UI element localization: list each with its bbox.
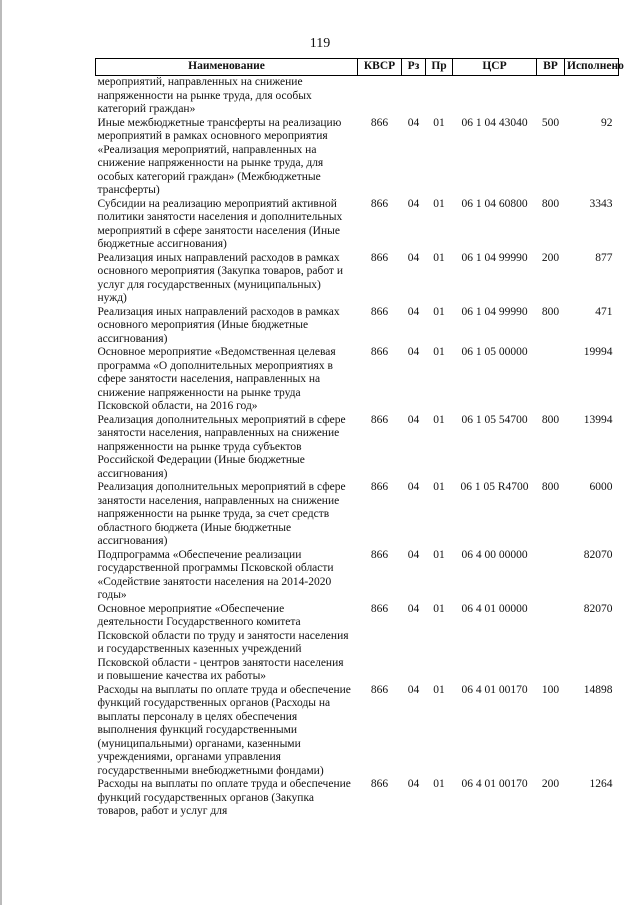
cell-name: Расходы на выплаты по оплате труда и обеспечение функций государственных органов (Расходы на выплаты персоналу в целях обеспечения выполнения функций государственными (муниципальными) органами, казенными учреждениями, органами управления государственными внебюджетными фондами) [97,683,351,777]
cell-kvsr: 866 [370,197,389,210]
header-executed: Исполнено [565,59,619,76]
cell-kvsr [358,76,402,117]
cell-rz: 04 [407,305,420,318]
cell-kvsr: 866 [370,116,389,129]
cell-executed: 19994 [583,346,613,358]
cell-csr: 06 1 04 43040 [461,116,528,129]
cell-pr [426,76,453,117]
budget-table-container [95,58,624,819]
cell-vr: 800 [541,197,560,210]
table-header [96,59,624,76]
table-row [96,76,619,117]
cell-executed [565,76,619,117]
cell-executed: 6000 [589,481,613,493]
table-row [96,549,619,603]
cell-name: Реализация дополнительных мероприятий в сфере занятости населения, направленных на снижение напряженности на рынке труда субъектов Российской Федерации (Иные бюджетные ассигнования) [97,413,346,480]
scan-edge [0,0,8,905]
cell-pr: 01 [433,778,445,790]
cell-kvsr: 866 [370,346,389,358]
cell-rz: 04 [407,251,420,264]
cell-kvsr: 866 [370,481,389,493]
cell-kvsr: 866 [370,251,389,264]
cell-kvsr: 866 [370,413,389,426]
cell-vr: 200 [541,778,560,790]
cell-kvsr: 866 [370,305,389,318]
cell-csr: 06 1 04 99990 [461,305,528,318]
cell-rz: 04 [407,683,420,696]
table-row [96,117,619,198]
table-row [96,306,619,347]
cell-rz: 04 [407,778,420,790]
cell-vr: 500 [541,116,560,129]
cell-pr: 01 [433,197,445,210]
cell-pr: 01 [433,305,445,318]
cell-vr [537,346,565,414]
cell-executed: 82070 [583,548,613,561]
header-csr: ЦСР [453,59,537,76]
cell-csr: 06 1 05 54700 [461,413,528,426]
cell-rz: 04 [407,197,420,210]
table-row [96,414,619,482]
cell-kvsr: 866 [370,602,389,615]
cell-pr: 01 [433,413,445,426]
cell-pr: 01 [433,346,445,358]
cell-vr: 100 [541,683,560,696]
cell-csr: 06 4 00 00000 [461,548,528,561]
cell-vr: 800 [541,481,560,493]
table-row [96,198,619,252]
cell-vr: 200 [541,251,560,264]
header-kvsr: КВСР [358,59,402,76]
cell-kvsr: 866 [370,548,389,561]
cell-name: Реализация иных направлений расходов в рамках основного мероприятия (Иные бюджетные ассигнования) [97,305,340,345]
cell-rz: 04 [407,116,420,129]
cell-name: Субсидии на реализацию мероприятий активной политики занятости населения и дополнительных мероприятий в сфере занятости населения (Иные бюджетные ассигнования) [97,197,343,250]
cell-pr: 01 [433,481,445,493]
cell-name: Реализация иных направлений расходов в рамках основного мероприятия (Закупка товаров, работ и услуг для государственных (муниципальных) нужд) [97,251,343,304]
header-rz: Рз [402,59,426,76]
cell-kvsr: 866 [370,778,389,790]
cell-rz: 04 [407,602,420,615]
cell-executed: 14898 [583,683,613,696]
cell-rz: 04 [407,481,420,493]
cell-csr: 06 4 01 00170 [461,683,528,696]
cell-csr: 06 1 05 00000 [461,346,528,358]
cell-name: Расходы на выплаты по оплате труда и обеспечение функций государственных органов (Закупка товаров, работ и услуг для [97,778,351,817]
table-row [96,252,619,306]
cell-csr: 06 4 01 00000 [461,602,528,615]
cell-pr: 01 [433,116,445,129]
cell-name: Основное мероприятие «Ведомственная целевая программа «О дополнительных мероприятиях в сфере занятости населения, направленных на снижение напряженности на рынке труда Псковской области, на 2016 год» [97,346,336,412]
table-row [96,346,619,414]
cell-vr [537,549,565,603]
cell-name: Реализация дополнительных мероприятий в сфере занятости населения, направленных на снижение напряженности на рынке труда, за счет средств областного бюджета (Иные бюджетные ассигнования) [97,481,346,547]
table-row [96,778,619,819]
cell-pr: 01 [433,251,445,264]
cell-vr [537,76,565,117]
cell-pr: 01 [433,548,445,561]
cell-pr: 01 [433,683,445,696]
cell-executed: 13994 [583,413,613,426]
cell-csr [453,76,537,117]
cell-kvsr: 866 [370,683,389,696]
cell-csr: 06 1 05 R4700 [460,481,529,493]
cell-name: Основное мероприятие «Обеспечение деятельности Государственного комитета Псковской области по труду и занятости населения и государственных казенных учреждений Псковской области - центров занятости населения и повышение качества их работы» [97,602,349,682]
header-name: Наименование [96,59,358,76]
table-body [96,76,619,819]
budget-table [95,58,624,819]
cell-executed: 471 [595,305,613,318]
cell-rz: 04 [407,346,420,358]
cell-vr: 800 [541,413,560,426]
cell-executed: 1264 [589,778,613,790]
header-pr: Пр [426,59,453,76]
cell-executed: 877 [595,251,613,264]
table-row [96,684,619,779]
cell-name: мероприятий, направленных на снижение напряженности на рынке труда, для особых категорий граждан» [97,76,312,115]
cell-csr: 06 4 01 00170 [461,778,528,790]
cell-vr [537,603,565,684]
cell-executed: 82070 [583,602,613,615]
cell-rz [402,76,426,117]
table-row [96,481,619,549]
cell-pr: 01 [433,602,445,615]
cell-executed: 92 [601,116,613,129]
cell-rz: 04 [407,413,420,426]
cell-csr: 06 1 04 99990 [461,251,528,264]
cell-executed: 3343 [589,197,613,210]
table-row [96,603,619,684]
cell-csr: 06 1 04 60800 [461,197,528,210]
cell-name: Иные межбюджетные трансферты на реализацию мероприятий в рамках основного мероприятия «Реализация мероприятий, направленных на снижение напряженности на рынке труда, для особых категорий граждан» (Межбюджетные трансферты) [97,116,342,196]
header-vr: ВР [537,59,565,76]
cell-vr: 800 [541,305,560,318]
page-number: 119 [309,36,331,51]
cell-name: Подпрограмма «Обеспечение реализации государственной программы Псковской области «Содействие занятости населения на 2014-2020 годы» [97,548,334,601]
cell-rz: 04 [407,548,420,561]
